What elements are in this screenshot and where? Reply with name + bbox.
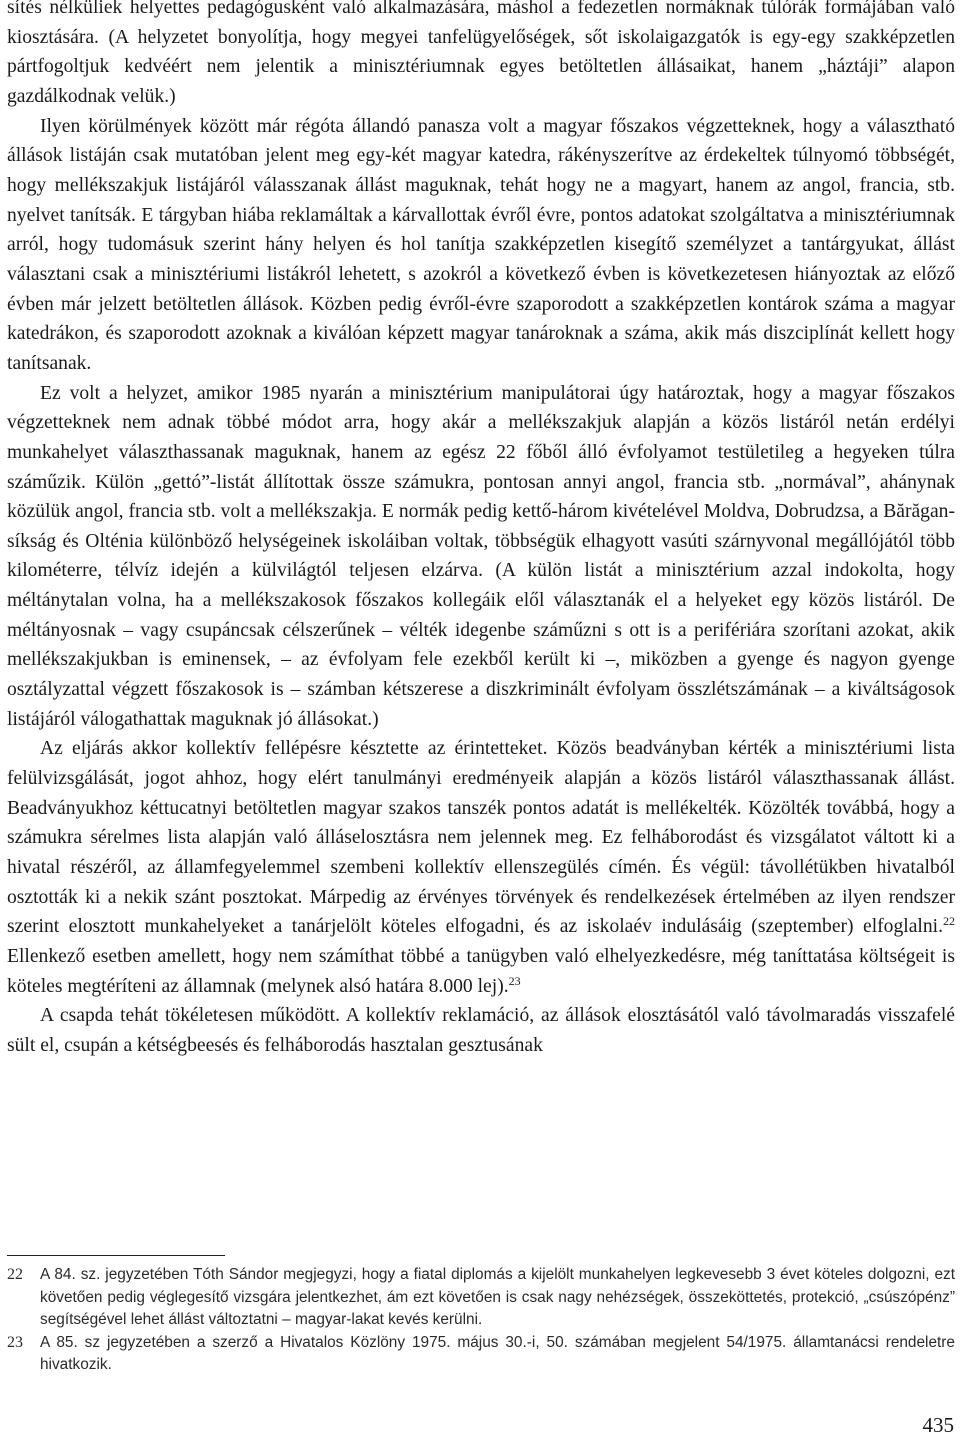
footnote-separator [7,1255,225,1256]
footnote-ref-23[interactable]: 23 [508,973,521,988]
footnote-22 [7,1264,955,1332]
footnote-number: 22 [7,1266,23,1283]
paragraph-4-part-2: Ellenkező esetben amellett, hogy nem számíthat többé a tanügyben való elhelyezkedésre, még taníttatása költségeit is köteles megtéríteni az államnak (melynek alsó határa 8.000 lej). [7,946,955,997]
footnotes [7,1264,955,1377]
paragraph-2: Ilyen körülmények között már régóta állandó panasza volt a magyar főszakos végzetteknek, hogy a választható állások listáján csak mutatóban jelent meg egy-két magyar katedra, rákényszerítve az érdekeltek túlnyomó többségét, hogy mellékszakjuk listájáról válasszanak állást maguknak, tehát hogy ne a magyart, hanem az angol, francia, stb. nyelvet tanítsák. E tárgyban hiába reklamáltak a kárvallottak évről évre, pontos adatokat szolgáltatva a minisztériumnak arról, hogy tudomásuk szerint hány helyen és hol tanítja szakképzetlen kisegítő személyzet a tantárgyukat, állást választani csak a minisztériumi listákról lehetett, s azokról a következő évben is következetesen hiányoztak az előző évben már jelzett betöltetlen állások. Közben pedig évről-évre szaporodott a szakképzetlen kontárok száma a magyar katedrákon, és szaporodott azoknak a kiválóan képzett magyar tanároknak a száma, akik más diszciplínát kellett hogy tanítsanak. [7,115,955,374]
document-page [7,0,955,1061]
paragraph-4 [7,734,955,1001]
footnote-number: 23 [7,1333,23,1351]
footnote-text: A 85. sz jegyzetében a szerző a Hivatalos Közlöny 1975. május 30.-i, 50. számában megjelent 54/1975. államtanácsi rendeletre hivatkozik. [40,1333,955,1374]
paragraph-3: Ez volt a helyzet, amikor 1985 nyarán a minisztérium manipulátorai úgy határoztak, hogy a magyar főszakos végzetteknek nem adnak többé módot arra, hogy akár a mellékszakjuk alapján a közös listáról netán erdélyi munkahelyet választhassanak maguknak, hanem az egész 22 főből álló évfolyamot testületileg a hegyeken túlra száműzik. Külön „gettó”-listát állítottak össze számukra, pontosan annyi angol, francia stb. „normával”, ahánynak közülük angol, francia stb. volt a mellékszakja. E normák pedig kettő-három kivételével Moldva, Dobrudzsa, a Bărăgan-síkság és Olténia különböző helységeinek iskoláiban voltak, többségük elhagyott vasúti szárnyvonal megállójától több kilométerre, télvíz idején a külvilágtól teljesen elzárva. (A külön listát a minisztérium azzal indokolta, hogy méltánytalan volna, ha a mellékszakosok főszakos kollegáik elől választanák el a helyeket egy közös listáról. De méltányosnak – vagy csupáncsak célszerűnek – vélték idegenbe száműzni s ott is a perifériára szorítani azokat, akik mellékszakjukban is eminensek, – az évfolyam fele ezekből került ki –, miközben a gyenge és nagyon gyenge osztályzattal végzett főszakosok is – számban kétszerese a diszkriminált évfolyam összlétszámának – a kiváltságosok listájáról válogathattak maguknak jó állásokat.) [7,382,955,730]
footnote-text: A 84. sz. jegyzetében Tóth Sándor megjegyzi, hogy a fiatal diplomás a kijelölt munkahelyen legkevesebb 3 évet köteles dolgozni, ezt követően pedig véglegesítő vizsgára jelentkezhet, ám ezt követően is csak nagy nehézségek, összeköttetés, protekció, „csúszópénz” segítségével lehet állást változtatni – magyar-lakat kevés kerülni. [40,1266,955,1329]
paragraph-4-part-1: Az eljárás akkor kollektív fellépésre késztette az érintetteket. Közös beadványban kérték a minisztériumi lista felülvizsgálását, jogot ahhoz, hogy elért tanulmányi eredményeik alapján a közös listáról választhassanak állást. Beadványukhoz kéttucatnyi betöltetlen magyar szakos tanszék pontos adatát is mellékelték. Közölték továbbá, hogy a számukra sérelmes lista alapján való álláselosztásra nem jelennek meg. Ez felháborodást és vizsgálatot váltott ki a hivatal részéről, az államfegyelemmel szembeni kollektív ellenszegülés címén. És végül: távollétükben hivatalból osztották ki a nekik szánt posztokat. Márpedig az érvényes törvények és rendelkezések értelmében az ilyen rendszer szerint elosztott munkahelyeket a tanárjelölt köteles elfogadni, és az iskolaév indulásáig (szeptember) elfoglalni. [7,738,955,938]
page-number: 435 [922,1413,954,1437]
footnote-23 [7,1332,955,1377]
paragraph-1: sítés nélküliek helyettes pedagógusként való alkalmazására, máshol a fedezetlen normáknak túlórák formájában való kiosztására. (A helyzetet bonyolítja, hogy megyei tanfelügyelőségek, sőt iskolaigazgatók is egy-egy szakképzetlen pártfogoltjuk kedvéért nem jelentik a minisztériumnak egyes betöltetlen állásaikat, hanem „háztáji” alapon gazdálkodnak velük.) [7,0,955,107]
footnote-ref-22[interactable]: 22 [943,914,955,929]
body-text [7,0,955,1061]
paragraph-5: A csapda tehát tökéletesen működött. A kollektív reklamáció, az állások elosztásától való távolmaradás visszafelé sült el, csupán a kétségbeesés és felháborodás hasztalan gesztusának [7,1005,955,1056]
